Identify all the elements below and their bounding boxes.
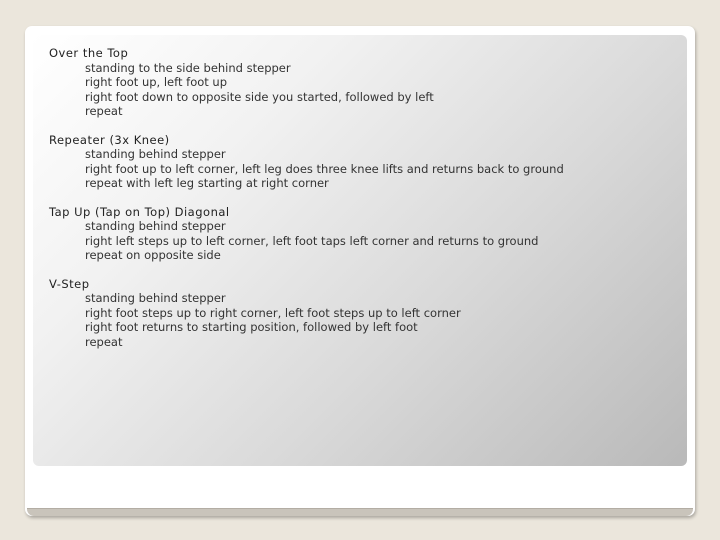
- section-heading: V-Step: [49, 276, 90, 291]
- section-tap-up: [49, 205, 649, 263]
- section-line: repeat: [85, 334, 123, 349]
- section-over-the-top: [49, 46, 649, 119]
- section-line: repeat on opposite side: [85, 248, 221, 262]
- section-heading: Tap Up (Tap on Top) Diagonal: [49, 204, 230, 219]
- slide-content: [49, 46, 649, 363]
- slide-bottom-bar: [27, 508, 693, 516]
- section-repeater: [49, 133, 649, 191]
- section-line: standing behind stepper: [85, 291, 226, 305]
- section-line: repeat: [85, 104, 123, 118]
- section-line: right foot returns to starting position, followed by left foot: [85, 320, 418, 334]
- section-line: right foot up, left foot up: [85, 75, 228, 89]
- section-line: repeat with left leg starting at right corner: [85, 176, 329, 190]
- section-heading: Over the Top: [49, 46, 129, 60]
- section-line: right foot steps up to right corner, left foot steps up to left corner: [85, 305, 461, 320]
- section-line: right foot up to left corner, left leg does three knee lifts and returns back to ground: [85, 161, 564, 176]
- section-v-step: [49, 277, 649, 350]
- section-line: right left steps up to left corner, left foot taps left corner and returns to ground: [85, 233, 539, 248]
- section-line: right foot down to opposite side you started, followed by left: [85, 89, 434, 104]
- section-line: standing behind stepper: [85, 219, 226, 233]
- section-line: standing to the side behind stepper: [85, 60, 291, 75]
- section-heading: Repeater (3x Knee): [49, 132, 170, 147]
- section-line: standing behind stepper: [85, 147, 226, 161]
